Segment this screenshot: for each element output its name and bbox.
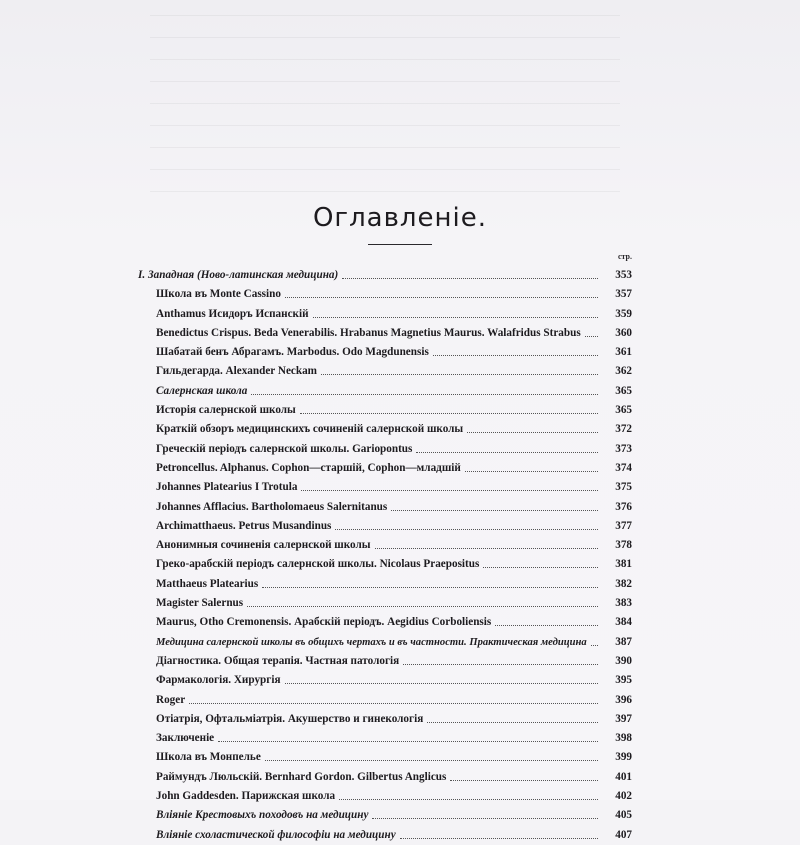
toc-entry-page: 397: [615, 712, 632, 725]
dot-leader: [375, 548, 598, 549]
dot-leader: [285, 683, 598, 684]
toc-entry: [138, 575, 632, 594]
dot-leader: [218, 741, 598, 742]
toc-entry-title: Раймундъ Люльскій. Bernhard Gordon. Gilbertus Anglicus: [156, 770, 447, 783]
page-title: Оглавленіе.: [312, 203, 488, 233]
toc-entry-title: I. Западная (Ново-латинская медицина): [138, 269, 339, 281]
toc-entry-title: Краткій обзоръ медицинскихъ сочиненій салернской школы: [156, 423, 464, 436]
toc-entry-page: 382: [615, 577, 632, 590]
dot-leader: [372, 818, 598, 819]
toc-entry-title: Petroncellus. Alphanus. Cophon—старшій, Cophon—младшій: [156, 461, 461, 474]
toc-entry-page: 373: [615, 442, 632, 455]
toc-entry: [138, 691, 632, 710]
title-rule: [368, 244, 432, 245]
toc-entry: [138, 498, 632, 517]
toc-entry-page: 399: [615, 751, 632, 764]
toc-entry-page: 374: [615, 461, 632, 474]
toc-entry-title: Заключеніе: [156, 732, 215, 745]
toc-entry: [138, 536, 632, 555]
toc-entry-page: 365: [615, 404, 632, 417]
dot-leader: [495, 625, 598, 626]
toc-entry: [138, 806, 632, 825]
toc-entry-title: Шабатай бенъ Абрагамъ. Marbodus. Odo Magdunensis: [156, 346, 429, 359]
toc-entry-page: 353: [615, 269, 632, 281]
toc-entry: [138, 324, 632, 343]
toc-entry: [138, 748, 632, 767]
dot-leader: [585, 336, 598, 337]
toc-entry-page: 372: [615, 423, 632, 436]
toc-entry: [138, 440, 632, 459]
toc-entry-title: Діагностика. Общая терапія. Частная патологія: [156, 654, 400, 667]
toc-entry: [138, 652, 632, 671]
dot-leader: [450, 780, 598, 781]
toc-entry: [138, 787, 632, 806]
dot-leader: [591, 645, 598, 646]
toc-entry-title: Салернская школа: [156, 384, 248, 397]
toc-entry: [138, 285, 632, 304]
toc-entry: [138, 671, 632, 690]
toc-entry-page: 383: [615, 597, 632, 610]
dot-leader: [247, 606, 598, 607]
toc-entry-page: 396: [615, 693, 632, 706]
toc-entry-title: Анонимныя сочиненія салернской школы: [156, 539, 371, 552]
toc-entry: [138, 343, 632, 362]
dot-leader: [300, 413, 598, 414]
toc-entry-title: Magister Salernus: [156, 597, 244, 610]
dot-leader: [403, 664, 598, 665]
dot-leader: [321, 374, 598, 375]
toc-entry-page: 362: [615, 365, 632, 378]
toc-entry: [138, 478, 632, 497]
toc-entry-page: 405: [615, 809, 632, 822]
toc-entry-title: Школа въ Monte Cassino: [156, 288, 281, 301]
toc-entry-page: 387: [615, 635, 632, 648]
toc-entry: [138, 266, 632, 285]
toc-entry: [138, 305, 632, 324]
dot-leader: [262, 587, 598, 588]
toc-entry-title: Archimatthaeus. Petrus Musandinus: [156, 519, 332, 532]
dot-leader: [285, 297, 598, 298]
dot-leader: [313, 317, 598, 318]
toc-entry-title: Anthamus Исидоръ Испанскій: [156, 307, 309, 320]
dot-leader: [301, 490, 598, 491]
toc-entry: [138, 633, 632, 652]
toc-entry: [138, 382, 632, 401]
dot-leader: [400, 838, 598, 839]
table-of-contents: [138, 266, 632, 845]
dot-leader: [465, 471, 598, 472]
toc-entry-page: 361: [615, 346, 632, 359]
toc-entry-page: 398: [615, 732, 632, 745]
dot-leader: [427, 722, 598, 723]
dot-leader: [391, 510, 598, 511]
toc-entry: [138, 517, 632, 536]
toc-entry-page: 384: [615, 616, 632, 629]
toc-entry-page: 378: [615, 539, 632, 552]
toc-entry-title: Исторія салернской школы: [156, 404, 296, 417]
toc-entry-title: Roger: [156, 693, 186, 706]
toc-entry-title: Греческій періодъ салернской школы. Gariopontus: [156, 442, 413, 455]
toc-entry-title: Фармакологія. Хирургія: [156, 674, 281, 687]
dot-leader: [416, 452, 598, 453]
toc-entry-page: 390: [615, 654, 632, 667]
toc-entry-title: Отіатрія, Офтальміатрія. Акушерство и гинекологія: [156, 712, 424, 725]
toc-entry-title: Matthaeus Platearius: [156, 577, 259, 590]
toc-entry-page: 375: [615, 481, 632, 494]
toc-entry-page: 365: [615, 384, 632, 397]
dot-leader: [189, 703, 598, 704]
toc-entry-title: Школа въ Монпелье: [156, 751, 261, 764]
toc-entry-page: 377: [615, 519, 632, 532]
toc-entry-page: 381: [615, 558, 632, 571]
toc-entry-title: Вліяніе схоластической философіи на медицину: [156, 828, 396, 841]
dot-leader: [483, 567, 598, 568]
dot-leader: [342, 278, 598, 279]
toc-entry: [138, 420, 632, 439]
toc-entry: [138, 362, 632, 381]
toc-entry: [138, 826, 632, 845]
dot-leader: [467, 432, 598, 433]
toc-entry-page: 402: [615, 790, 632, 803]
toc-entry-title: John Gaddesden. Парижская школа: [156, 790, 336, 803]
dot-leader: [433, 355, 598, 356]
toc-entry: [138, 729, 632, 748]
toc-entry-page: 359: [615, 307, 632, 320]
toc-entry-page: 357: [615, 288, 632, 301]
toc-entry-title: Медицина салернской школы въ общихъ чертахъ и въ частности. Практическая медицина: [156, 636, 587, 648]
toc-entry: [138, 710, 632, 729]
toc-entry: [138, 401, 632, 420]
dot-leader: [251, 394, 598, 395]
toc-entry-page: 407: [615, 828, 632, 841]
toc-entry-title: Греко-арабскій періодъ салернской школы. Nicolaus Praepositus: [156, 558, 480, 571]
toc-entry-title: Johannes Afflacius. Bartholomaeus Salernitanus: [156, 500, 388, 513]
toc-entry: [138, 613, 632, 632]
toc-entry-title: Benedictus Crispus. Beda Venerabilis. Hrabanus Magnetius Maurus. Walafridus Strabus: [156, 326, 581, 339]
dot-leader: [265, 760, 598, 761]
toc-entry: [138, 459, 632, 478]
toc-entry: [138, 768, 632, 787]
toc-entry-page: 360: [615, 326, 632, 339]
toc-entry-title: Гильдегарда. Alexander Neckam: [156, 365, 318, 378]
toc-entry-page: 376: [615, 500, 632, 513]
dot-leader: [335, 529, 598, 530]
page-column-header: стр.: [617, 252, 632, 261]
toc-entry-page: 395: [615, 674, 632, 687]
toc-entry: [138, 555, 632, 574]
toc-entry-title: Johannes Platearius I Trotula: [156, 481, 298, 494]
bleed-through-text: [150, 0, 620, 200]
toc-entry: [138, 594, 632, 613]
toc-entry-title: Maurus, Otho Cremonensis. Арабскій періодъ. Aegidius Corboliensis: [156, 616, 492, 629]
toc-entry-title: Вліяніе Крестовыхъ походовъ на медицину: [156, 809, 369, 822]
toc-entry-page: 401: [615, 770, 632, 783]
